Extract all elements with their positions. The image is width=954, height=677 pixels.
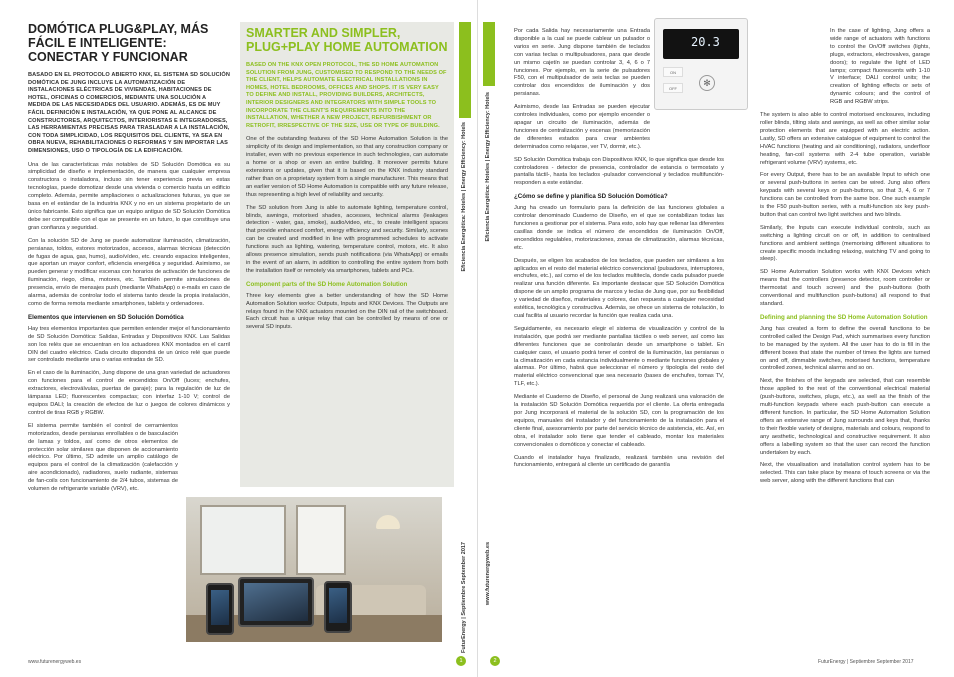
thermostat-device-photo xyxy=(654,18,748,110)
spanish-paragraph: Mediante el Cuaderno de Diseño, el personal de Jung realizará una valoración de la instalación SD Solución Domótica requerida por el cliente. La oferta entregada por Jung incorporará el material de la solución SD, con la programación de los equipos, manuales del instalador y del funcionamiento de la instalación para el cliente final, asesoramiento por parte del servicio técnico de asistencia, etc. Así, en obra, el instalador solo tiene que tender el cableado, montar los materiales convencionales o domóticos y conectar el cableado. xyxy=(514,394,724,448)
english-subhead: Component parts of the SD Home Automation Solution xyxy=(246,280,408,288)
section-accent-bar xyxy=(483,22,495,86)
spanish-paragraph: Después, se eligen los acabados de los teclados, que pueden ser similares a los aplicados en el resto del material eléctrico convencional (pulsadores, interruptores, enchufes, etc.), así como el de los teclados multitecla, donde cada pulsador puede realizar una función diferente. Es importante destacar que SD Solución Domótica dispone de un amplio programa de marcos y teclas de Jung que, por su flexibilidad y variedad de diseños, materiales y colores, dan respuesta a cualquier necesidad estética, tecnológica y constructiva. Además, se ofrece un sistema de rotulación, lo cual facilita al usuario recordar la función que realiza cada una. xyxy=(514,257,724,319)
spanish-paragraph: Asimismo, desde las Entradas se pueden ejecutar controles individuales, como por ejemplo encender o apagar un circuito de iluminación, además de funciones de centralización y escenas (memorización de diferentes estados para crear ambientes determinados como relajarse, ver TV, dormir, etc.). xyxy=(514,104,650,150)
spanish-title: DOMÓTICA PLUG&PLAY, MÁS FÁCIL E INTELIGENTE: CONECTAR Y FUNCIONAR xyxy=(28,22,209,64)
english-paragraph: Jung has created a form to define the overall functions to be controlled called the Design Pad, which summarises every function to be managed by the system. All the user has to do is fill in the different boxes that state the number of times the lights are turned on and off, dimmable switches, motorised functions, temperature controlled zones, technical alarms and so on. xyxy=(760,325,930,372)
footer-url: www.futurenergyweb.es xyxy=(28,659,82,665)
spanish-paragraph: Cuando el instalador haya finalizado, realizará también una revisión del funcionamiento, entregará al cliente un certificado de garantía xyxy=(514,454,724,469)
page-number: 2 xyxy=(490,656,500,666)
section-sidebar-right xyxy=(483,22,495,647)
spanish-paragraph: Jung ha creado un formulario para la definición de las funciones globales a controlar denominado Cuaderno de Diseño, en el que se contabilizan todas las funciones a gestionar por el sistema. Para esto, solo hay que rellenar las diferentes casillas donde se indica el número de encendidos de iluminación On/Off, encendidos regulables, motorizaciones, zonas de climatización, alarmas técnicas, etc. xyxy=(514,205,724,251)
footer-url: www.futurenergyweb.es xyxy=(485,542,491,606)
english-paragraph: Next, the finishes of the keypads are selected, that can resemble those applied to the rest of the conventional electrical material (push-buttons, switches, plugs, etc.), as well as the finish of the multi-function keypads where each push-button can execute a different function. In particular, the SD Home Automation Solution offers an extensive range of Jung surrounds and keys that, thanks to their flexible variety of designs, materials and colours, respond to any aesthetic, technological and constructive requirement. It also offers a labelling system so that the user can record the function undertaken by each. xyxy=(760,378,930,456)
spanish-paragraph: Hay tres elementos importantes que permiten entender mejor el funcionamiento de SD Solución Domótica: Salidas, Entradas y Dispositivos KNX. Las Salidas son los relés que se encuentran en los actuadores KNX montados en el carril DIN del cuadro eléctrico. Cada circuito dispondrá de un único relé que puede ser controlado mediante una o varias entradas de SD. xyxy=(28,325,230,364)
thermostat-off-button: OFF xyxy=(663,83,683,93)
section-sidebar-left xyxy=(459,22,471,653)
english-column-right xyxy=(760,28,930,491)
living-room-photo xyxy=(186,497,442,642)
photo-window xyxy=(200,505,286,575)
spanish-paragraph: El sistema permite también el control de cerramientos motorizados, desde persianas enrollables o de basculación de lamas y toldos, así como de otros elementos de protección solar similares que disponen de accionamiento eléctrico. Por último, SD admite un amplio catálogo de equipos para el control de la climatización (calefacción y aire acondicionado), radiadores, suelo radiante, sistemas de fan-coils con funcionamiento de 2/4 tubos, sistemas de volumen de refrigerante variable (VRV), etc. xyxy=(28,422,178,493)
english-lead: BASED ON THE KNX OPEN PROTOCOL, THE SD HOME AUTOMATION SOLUTION FROM JUNG, CUSTOMISED TO RESPOND TO THE NEEDS OF THE CLIENT, HELPS AUTOMATE ELECTRICAL INSTALLATIONS IN HOMES, HOTEL BEDROOMS, OFFICES AND SHOPS. IT IS VERY EASY TO DEFINE AND INSTALL, PROVIDING BUILDERS, ARCHITECTS, INTERIOR DESIGNERS AND INTEGRATORS WITH SIMPLE TOOLS TO INCORPORATE THE CLIENT'S REQUIREMENTS INTO THE INSTALLATION, WHETHER A NEW PROJECT, REFURBISHMENT OR RETROFIT, IRRESPECTIVE OF THE SIZE, USE OR TYPE OF BUILDING. xyxy=(246,62,447,129)
footer-magazine-label: FuturEnergy | Septiembre September 2017 xyxy=(818,659,914,665)
english-paragraph: SD Home Automation Solution works with KNX Devices which means that the controllers (presence detector, room controller or thermostat and touch screen) and the push-buttons (both conventional and multifunction push-buttons) all respond to that standard. xyxy=(760,269,930,307)
thermostat-on-button: ON xyxy=(663,67,683,77)
english-paragraph: The SD solution from Jung is able to automate lighting, temperature control, blinds, awnings, motorised shades, accesses, technical alarms (leakages detection - water, gas, smoke), audio/video, etc., to create intelligent spaces that provide enhanced comfort, energy efficiency and security. Similarly, scenes can be created and modified in line with programmed schedules to activate functions such as lighting, watering, temperature control, motors, etc. It also allows presence simulation, sends push notifications (via WhatsApp) or emails in the event of an alarm, in addition to controlling the entire system from both the installation itself or remotely via smartphones, tablets and PCs. xyxy=(246,204,448,274)
english-subhead: Defining and planning the SD Home Automation Solution xyxy=(760,313,928,321)
smartphone-device xyxy=(206,583,234,635)
spanish-paragraph: Una de las características más notables de SD Solución Domótica es su simplicidad de diseño e implementación, de manera que cualquier empresa constructora o instaladora, incluso sin tener experiencia previa en estas tecnologías, puede domotizar desde una vivienda o comercio hasta un edificio completo. Además, permite ampliaciones o actualizaciones futuras, ya que se basa en el estándar de la industria KNX y no en un sistema propietario de un único fabricante. Esto significa que un equipo antiguo de SD Solución Domótica debe ser compatible con el que se presente en un futuro, lo que constituye una gran confianza y seguridad. xyxy=(28,161,230,231)
section-accent-bar xyxy=(459,22,471,118)
thermostat-temperature: 20.3 xyxy=(691,35,720,49)
page-number: 1 xyxy=(456,656,466,666)
photo-window xyxy=(296,505,346,575)
spanish-paragraph: Con la solución SD de Jung se puede automatizar iluminación, climatización, persianas, toldos, estores motorizados, accesos, alarmas técnicas (detección de fugas de agua, gas, humo), audio/vídeo, etc. creando espacios inteligentes, que aportan un mayor confort, eficiencia energética y seguridad. Asimismo, se pueden generar y modificar escenas con horarios de activación de funciones de iluminación, riego, clima, motores, etc. También permite simulaciones de presencia, envío de mensajes push (mediante WhatsApp) o e-mails en caso de alarma, además de controlar todo el sistema tanto desde la propia instalación, como de forma remota mediante smartphones, tablets y ordenadores. xyxy=(28,237,230,307)
english-paragraph: The system is also able to control motorised enclosures, including roller blinds, tilting slats and awnings, as well as other similar solar protection elements that are equipped with an electric action. Lastly, SD offers an extensive catalogue of equipment to control the HVAC functions (heating and air conditioning), radiators, underfloor heating, fan-coil systems with 2-4 tube operation, variable refrigerant volume (VRV) systems, etc. xyxy=(760,112,930,166)
english-sidebar-box xyxy=(240,22,454,487)
spanish-subhead: Elementos que intervienen en SD Solución Domótica xyxy=(28,313,184,321)
english-paragraph: For every Output, there has to be an available Input to which one or several push-buttons in series can be wired. Jung also offers keypads with several keys or push-buttons, so that 3, 4, 6 or 7 functions can be controlled from the same box. One such example is the F50 push-button series, with a multi-function six key push-button that can control two light switches and two blinds. xyxy=(760,172,930,218)
right-page xyxy=(477,0,954,677)
fan-icon: ✻ xyxy=(699,75,715,91)
tablet-device xyxy=(238,577,314,627)
english-paragraph: Next, the visualisation and installation control system has to be selected. This can take place by means of touch screens or via the web server, along with the different functions that can xyxy=(760,462,930,485)
english-paragraph: In the case of lighting, Jung offers a wide range of actuators with functions to control the On/Off switches (lights, plugs, extractors, electrovalves, garage doors); to regulate the light of LED lamps; compact fluorescents with 1-10 V interface; DALI control units; the creation of lighting effects or sets of dynamic colours; and the control of RGB and RGBW strips. xyxy=(830,28,930,106)
spanish-paragraph: En el caso de la iluminación, Jung dispone de una gran variedad de actuadores con funciones para el control de encendidos On/Off (luces; enchufes, extractores, electroválvulas, puertas de garaje); para la regulación de luz de lámparas LED; fluorescentes compactas; con interfaz 1-10 V; control de equipos DALI; la creación de efectos de luz o juegos de colores dinámicos y control de tiras RGB y RGBW. xyxy=(28,370,230,416)
smartphone-device xyxy=(324,581,352,633)
section-label: Eficiencia Energética: Hoteles | Energy Efficiency: Hotels xyxy=(461,122,467,272)
english-paragraph: Similarly, the Inputs can execute individual controls, such as switching a lighting circuit on or off, in addition to centralised functions and ambient settings (memorising different situations to create specific moods including relaxing, watching TV and going to sleep). xyxy=(760,224,930,263)
spanish-paragraph: Seguidamente, es necesario elegir el sistema de visualización y control de la instalación, que podrá ser mediante pantallas táctiles o web server, así como las diferentes funciones que se controlarán desde un smartphone o tablet. En cualquier caso, el usuario podrá tener el control de la iluminación, las persianas o la climatización en cada estancia individualmente o mediante funciones globales y alarmas. Por último, habrá que seleccionar el número y tipología del resto del material eléctrico convencional que sea necesario (bases de enchufes, tomas TV, TLF, etc.). xyxy=(514,325,724,388)
spanish-paragraph: Por cada Salida hay necesariamente una Entrada disponible a la cual se puede cablear un pulsador o varios en serie. Jung dispone también de teclados con varias teclas o multipulsadores, para que desde un mismo cajetín se puedan controlar 3, 4, 6 o 7 funciones. Por ejemplo, en la serie de pulsadores F50, con el multipulsador de seis teclas se pueden controlar dos encendidos de iluminación y dos persianas. xyxy=(514,28,650,98)
spanish-subhead: ¿Cómo se define y planifica SD Solución Domótica? xyxy=(514,193,668,201)
english-paragraph: One of the outstanding features of the SD Home Automation Solution is the simplicity of its design and implementation, so that any construction company or installer, even with no previous experience in such technologies, can automate a home or a shop or even an entire building. It moreover permits future extensions or updates, given that it is based on the KNX industry standard rather than on a proprietary system from a single manufacturer. This means that an earlier version of SD Home Automation is compatible with any future release, thus representing a high level of reliability and security. xyxy=(246,136,448,198)
english-paragraph: Three key elements give a better understanding of how the SD Home Automation Solution works: Outputs, Inputs and KNX Devices. The Outputs are relays found in the KNX actuators mounted on the DIN rail of the switchboard. Each circuit has a unique relay that can be controlled by means of one or several SD inputs. xyxy=(246,292,448,331)
section-label: Eficiencia Energética: Hoteles | Energy Efficiency: Hotels xyxy=(485,92,491,242)
photo-lamp xyxy=(376,515,400,529)
footer-magazine-label: FuturEnergy | Septiembre September 2017 xyxy=(461,542,467,653)
thermostat-screen xyxy=(663,29,739,59)
spanish-column xyxy=(28,22,230,499)
spanish-paragraph: SD Solución Domótica trabaja con Dispositivos KNX, lo que significa que desde los controladores - detector de presencia, controlador de estancia o termostato y pantalla táctil-, hasta los teclados -pulsador convencional y teclados multifunción- responden a este estándar. xyxy=(514,156,724,187)
spanish-lead: BASADO EN EL PROTOCOLO ABIERTO KNX, EL SISTEMA SD SOLUCIÓN DOMÓTICA DE JUNG INCLUYE LA AUTOMATIZACIÓN DE INSTALACIONES ELÉCTRICAS DE VIVIENDAS, HABITACIONES DE HOTEL, OFICINAS O COMERCIOS, MEDIANTE UNA SOLUCIÓN A MEDIDA DE LAS NECESIDADES DEL USUARIO. ADEMÁS, ES DE MUY FÁCIL DEFINICIÓN E INSTALACIÓN, YA QUE PONE AL ALCANCE DE CONSTRUCTORES, ARQUITECTOS, INTERIORISTAS E INTEGRADORES, LAS HERRAMIENTAS PRECISAS PARA TRASLADAR A LA INSTALACIÓN, CON TODA SIMPLICIDAD, LOS REQUISITOS DEL CLIENTE, YA SEA EN OBRA NUEVA, REHABILITACIONES O REFORMAS Y SIN IMPORTAR LAS DIMENSIONES, USO O TIPOLOGÍA DE LA EDIFICACIÓN. xyxy=(28,72,231,154)
english-title: SMARTER AND SIMPLER, PLUG+PLAY HOME AUTOMATION xyxy=(246,26,448,54)
